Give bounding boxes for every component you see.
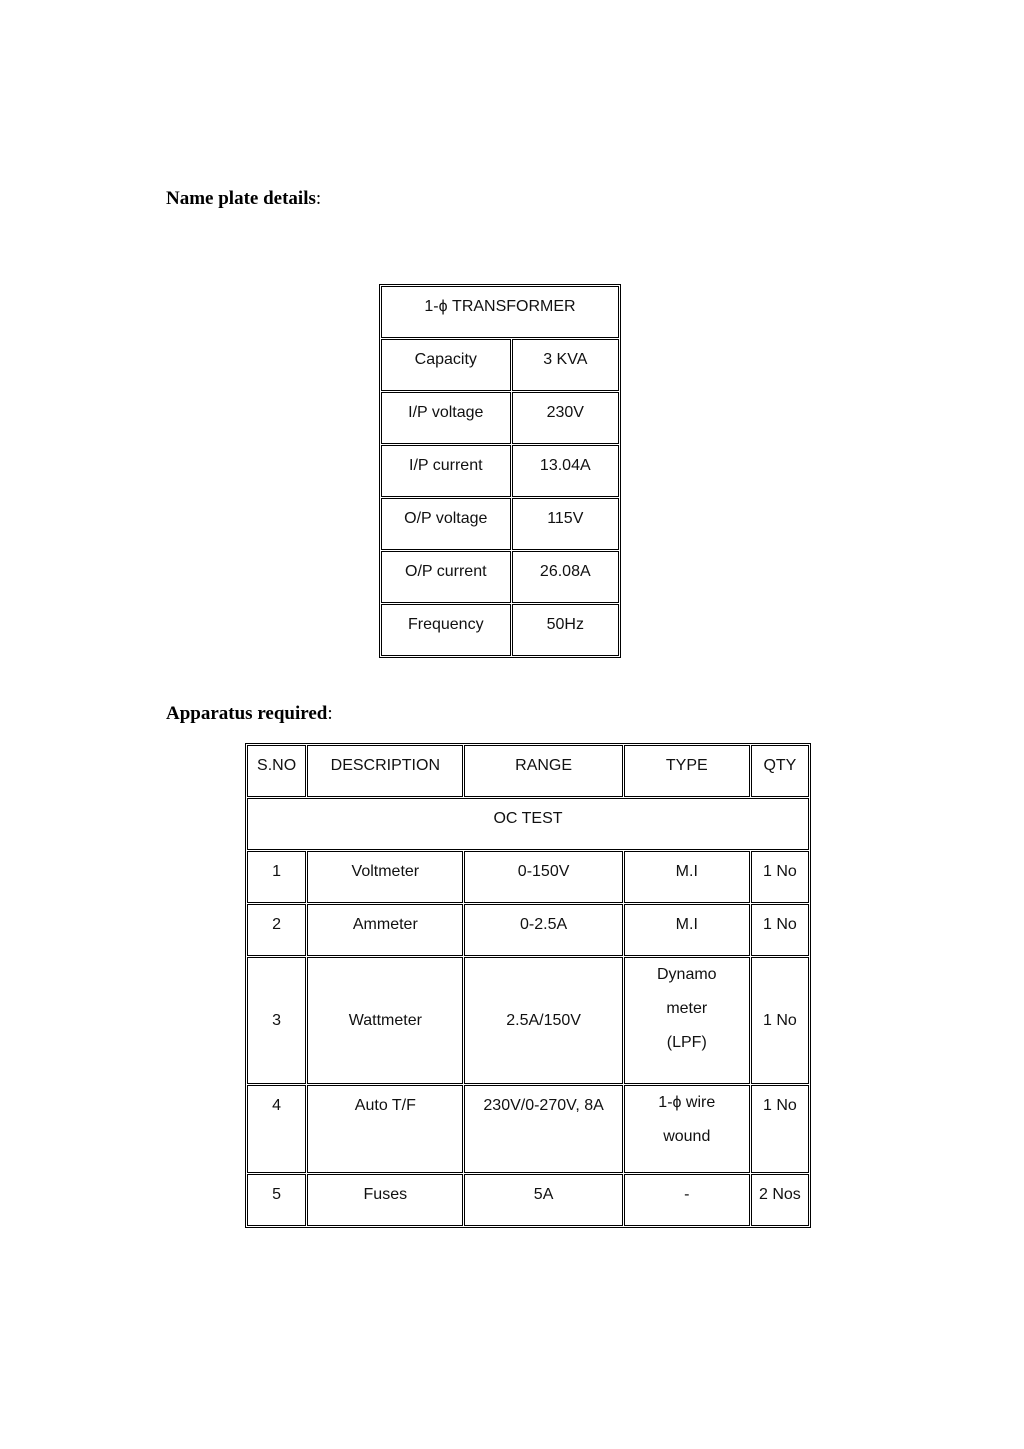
name-plate-label: Frequency (381, 604, 511, 656)
table-row (247, 851, 809, 903)
table-row (247, 957, 809, 1084)
name-plate-title: 1-ϕ TRANSFORMER (381, 286, 619, 338)
name-plate-value: 13.04A (512, 445, 619, 497)
name-plate-value: 115V (512, 498, 619, 550)
name-plate-value: 3 KVA (512, 339, 619, 391)
cell-qty: 2 Nos (751, 1174, 809, 1226)
name-plate-heading-text: Name plate details (166, 188, 316, 209)
cell-type-line: Dynamo (656, 966, 717, 983)
cell-sno: 4 (247, 1085, 306, 1173)
cell-range: 230V/0-270V, 8A (464, 1085, 622, 1173)
cell-type-line: (LPF) (666, 1034, 707, 1051)
cell-type (624, 1085, 750, 1173)
cell-sno: 1 (247, 851, 306, 903)
cell-range: 2.5A/150V (464, 957, 622, 1084)
cell-sno: 3 (247, 957, 306, 1084)
cell-type-line: 1-ϕ wire (658, 1094, 716, 1111)
table-row (247, 1085, 809, 1173)
cell-description: Fuses (307, 1174, 463, 1226)
name-plate-label: O/P voltage (381, 498, 511, 550)
name-plate-title-row (381, 286, 619, 338)
name-plate-label: Capacity (381, 339, 511, 391)
table-row (247, 904, 809, 956)
cell-qty: 1 No (751, 904, 809, 956)
column-header-type: TYPE (624, 745, 750, 797)
cell-sno: 2 (247, 904, 306, 956)
apparatus-table (245, 743, 811, 1228)
column-header-sno: S.NO (247, 745, 306, 797)
name-plate-heading (166, 188, 321, 210)
name-plate-row (381, 339, 619, 391)
name-plate-row (381, 445, 619, 497)
cell-type: M.I (624, 851, 750, 903)
name-plate-row (381, 498, 619, 550)
table-row (247, 1174, 809, 1226)
apparatus-heading-colon: : (327, 703, 333, 724)
column-header-qty: QTY (751, 745, 809, 797)
name-plate-row (381, 551, 619, 603)
cell-range: 0-2.5A (464, 904, 622, 956)
cell-sno: 5 (247, 1174, 306, 1226)
cell-type: - (624, 1174, 750, 1226)
cell-qty: 1 No (751, 1085, 809, 1173)
cell-description: Voltmeter (307, 851, 463, 903)
apparatus-header-row (247, 745, 809, 797)
cell-description: Ammeter (307, 904, 463, 956)
name-plate-value: 50Hz (512, 604, 619, 656)
name-plate-table (379, 284, 621, 658)
apparatus-heading (166, 703, 333, 725)
section-label: OC TEST (247, 798, 809, 850)
apparatus-heading-text: Apparatus required (166, 703, 328, 724)
name-plate-value: 26.08A (512, 551, 619, 603)
name-plate-heading-colon: : (315, 188, 322, 209)
cell-type: M.I (624, 904, 750, 956)
cell-description: Wattmeter (307, 957, 463, 1084)
cell-type (624, 957, 750, 1084)
name-plate-label: I/P current (381, 445, 511, 497)
name-plate-value: 230V (512, 392, 619, 444)
cell-type-line: wound (663, 1128, 711, 1145)
column-header-description: DESCRIPTION (307, 745, 463, 797)
name-plate-label: O/P current (381, 551, 511, 603)
name-plate-row (381, 392, 619, 444)
cell-range: 0-150V (464, 851, 622, 903)
column-header-range: RANGE (464, 745, 622, 797)
cell-type-line: meter (666, 1000, 708, 1017)
cell-range: 5A (464, 1174, 622, 1226)
cell-qty: 1 No (751, 851, 809, 903)
cell-description: Auto T/F (307, 1085, 463, 1173)
name-plate-label: I/P voltage (381, 392, 511, 444)
name-plate-row (381, 604, 619, 656)
section-row (247, 798, 809, 850)
cell-qty: 1 No (751, 957, 809, 1084)
